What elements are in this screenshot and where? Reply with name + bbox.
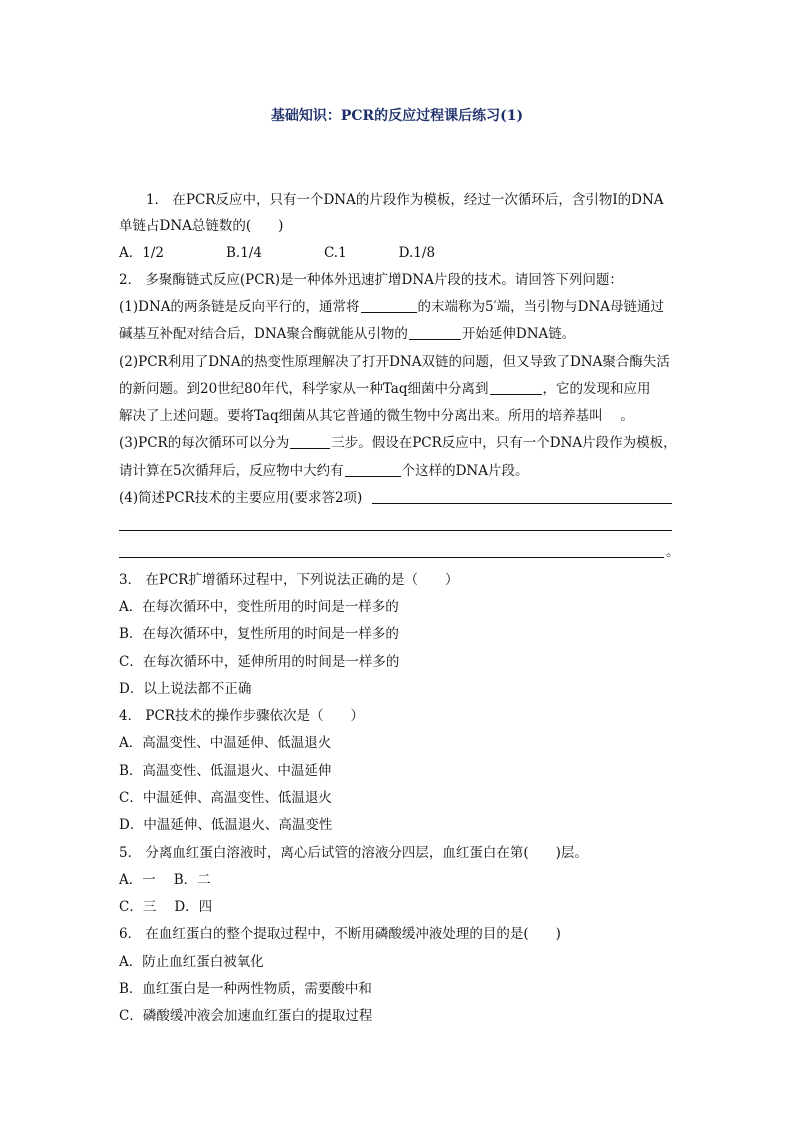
q2-intro: 2． 多聚酶链式反应(PCR)是一种体外迅速扩增DNA片段的技术。请回答下列问题： (119, 272, 623, 288)
q2-part2-line3: 解决了上述问题。要将Taq细菌从其它普通的微生物中分离出来。所用的培养基叫 。 (119, 408, 634, 424)
answer-line[interactable] (119, 530, 672, 531)
q1-stem-line1: 1． 在PCR反应中，只有一个DNA的片段作为模板，经过一次循环后，含引物Ⅰ的DNA (146, 192, 664, 208)
q5-option-a: A．一 (119, 872, 156, 888)
q6-option-c: C．磷酸缓冲液会加速血红蛋白的提取过程 (119, 1008, 373, 1024)
answer-line[interactable] (119, 557, 664, 558)
q3-option-a: A．在每次循环中，变性所用的时间是一样多的 (119, 599, 399, 615)
answer-blank[interactable] (290, 434, 330, 449)
q5-option-d: D．四 (174, 899, 213, 915)
q6-option-b: B．血红蛋白是一种两性物质，需要酸中和 (119, 981, 372, 997)
answer-blank[interactable] (361, 298, 417, 313)
q4-option-a: A．高温变性、中温延伸、低温退火 (119, 735, 332, 751)
q1-option-c: C.1 (323, 245, 347, 261)
q3-option-d: D．以上说法都不正确 (119, 681, 252, 697)
q1-option-d: D.1/8 (398, 245, 436, 261)
q6-option-a: A．防止血红蛋白被氧化 (119, 954, 264, 970)
q3-option-b: B．在每次循环中，复性所用的时间是一样多的 (119, 626, 399, 642)
q1-options (119, 243, 679, 263)
q1-option-b: B.1/4 (225, 245, 262, 261)
q4-option-d: D．中温延伸、低温退火、高温变性 (119, 817, 333, 833)
answer-blank[interactable] (345, 462, 401, 477)
q2-part3-line1: (3)PCR的每次循环可以分为 三步。假设在PCR反应中，只有一个DNA片段作为模板， (119, 435, 677, 451)
q5-option-c: C．三 (119, 899, 157, 915)
answer-blank[interactable] (490, 380, 542, 395)
q5-stem: 5． 分离血红蛋白溶液时，离心后试管的溶液分四层，血红蛋白在第( )层。 (119, 845, 588, 861)
q5-options-row2 (119, 897, 679, 917)
q2-part1-line2: 碱基互补配对结合后，DNA聚合酶就能从引物的 开始延伸DNA链。 (119, 326, 576, 342)
q2-part4-label: (4)简述PCR技术的主要应用(要求答2项) (119, 490, 363, 506)
q2-end-mark: 。 (666, 544, 680, 560)
q2-part2-line2: 的新问题。到20世纪80年代，科学家从一种Taq细菌中分离到 ，它的发现和应用 (119, 381, 651, 397)
page-title: 基础知识：PCR的反应过程课后练习(1) (270, 108, 524, 124)
q2-part1-line1: (1)DNA的两条链是反向平行的，通常将 的末端称为5′端，当引物与DNA母链通过 (119, 299, 665, 315)
q3-option-c: C．在每次循环中，延伸所用的时间是一样多的 (119, 654, 400, 670)
q5-option-b: B．二 (173, 872, 211, 888)
q2-part3-line2: 请计算在5次循拜后，反应物中大约有 个这样的DNA片段。 (119, 463, 529, 479)
q4-stem: 4． PCR技术的操作步骤依次是（ ） (119, 708, 364, 724)
q4-option-b: B．高温变性、低温退火、中温延伸 (119, 763, 332, 779)
q5-options-row1 (119, 870, 679, 890)
q2-part2-line1: (2)PCR利用了DNA的热变性原理解决了打开DNA双链的问题，但又导致了DNA聚合酶失活 (119, 354, 670, 370)
q1-stem-line2: 单链占DNA总链数的( ) (119, 218, 284, 234)
q3-stem: 3． 在PCR扩增循环过程中，下列说法正确的是（ ） (119, 572, 459, 588)
answer-line[interactable] (372, 503, 672, 504)
q6-stem: 6． 在血红蛋白的整个提取过程中，不断用磷酸缓冲液处理的目的是( ) (119, 926, 561, 942)
q1-option-a: A．1/2 (119, 245, 164, 261)
q4-option-c: C．中温延伸、高温变性、低温退火 (119, 790, 332, 806)
answer-blank[interactable] (409, 325, 461, 340)
